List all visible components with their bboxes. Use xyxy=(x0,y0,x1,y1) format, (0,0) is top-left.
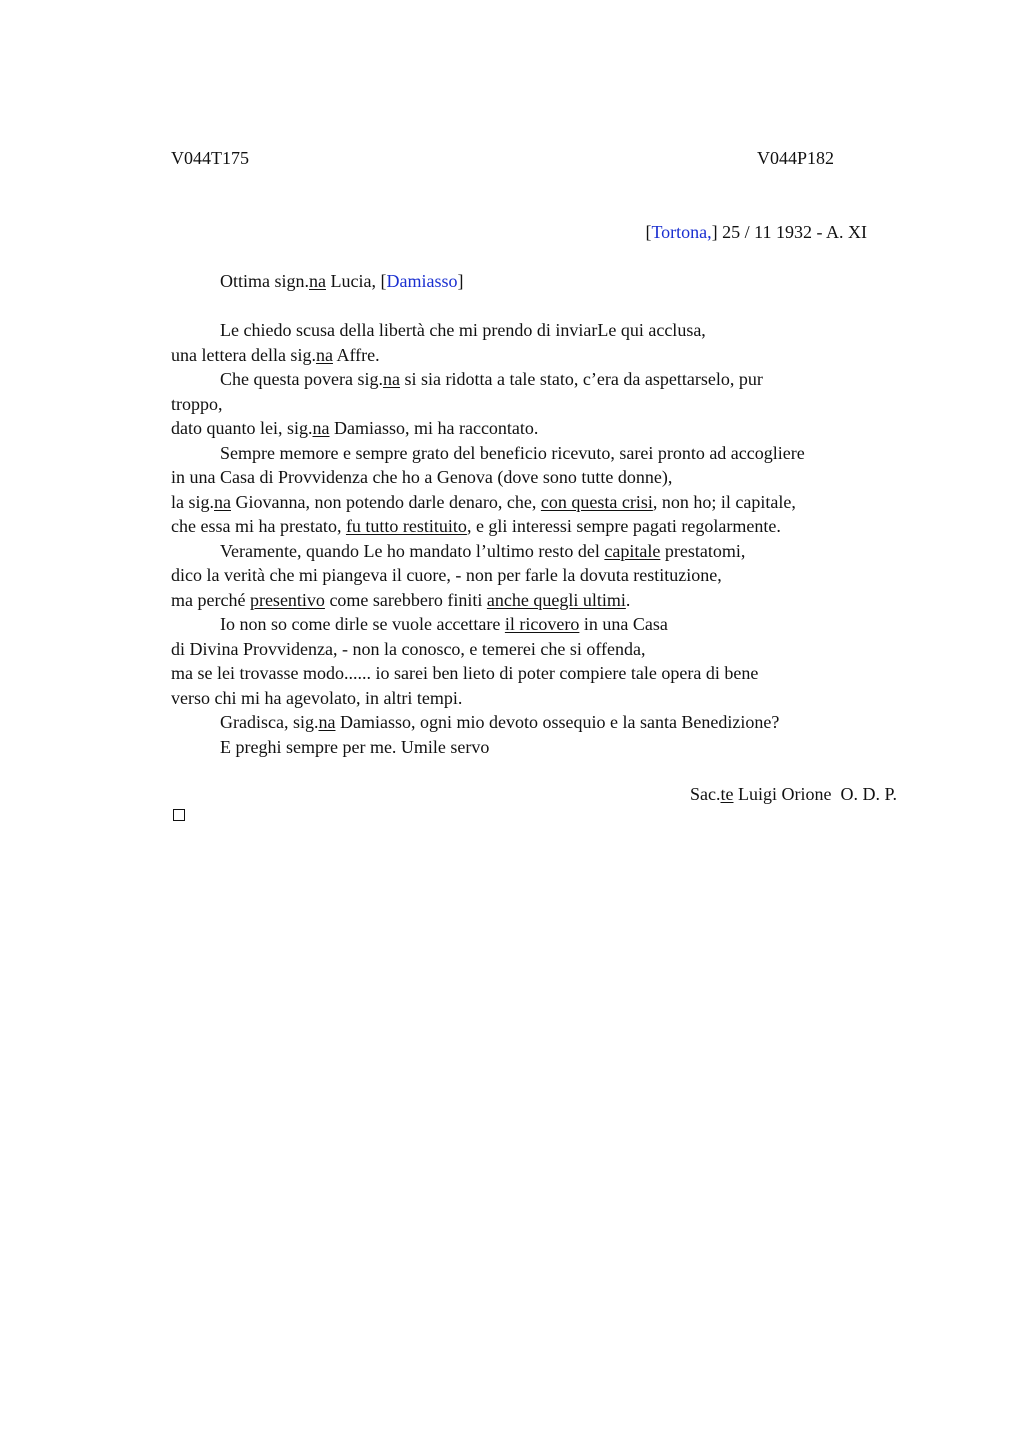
underlined-phrase: fu tutto restituito xyxy=(345,516,467,536)
salutation-abbreviation: na xyxy=(309,271,326,291)
body-text: come sarebbero finiti xyxy=(324,589,487,610)
body-line xyxy=(171,465,911,490)
signature-text: Luigi Orione O. D. P. xyxy=(733,784,897,804)
underlined-phrase: capitale xyxy=(604,540,661,561)
dateline-place: Tortona, xyxy=(651,222,712,242)
body-line xyxy=(171,392,911,417)
body-text: Giovanna, non potendo darle denaro, che, xyxy=(231,491,541,512)
salutation xyxy=(220,270,463,292)
body-line xyxy=(171,490,911,515)
underlined-phrase: anche quegli ultimi xyxy=(486,589,626,610)
body-text: ma se lei trovasse modo...... io sarei ben lieto di poter compiere tale opera di bene xyxy=(171,663,759,683)
body-text: Damiasso, mi ha raccontato. xyxy=(329,418,539,438)
dateline-bracket: [ xyxy=(645,222,652,242)
abbreviation: na xyxy=(315,344,333,365)
body-text: Gradisca, sig. xyxy=(220,712,319,732)
body-text: , e gli interessi sempre pagati regolarmente. xyxy=(466,516,781,536)
body-line xyxy=(171,661,911,686)
underlined-phrase: con questa crisi xyxy=(540,491,653,512)
salutation-text: Lucia, [ xyxy=(326,271,387,291)
body-line xyxy=(171,416,911,441)
dateline xyxy=(645,221,867,243)
underlined-phrase: il ricovero xyxy=(504,614,580,634)
abbreviation: na xyxy=(312,418,330,438)
body-text: Damiasso, ogni mio devoto ossequio e la santa Benedizione? xyxy=(335,712,780,732)
body-text: dico la verità che mi piangeva il cuore, - non per farle la dovuta restituzione, xyxy=(171,565,722,585)
body-text: si sia ridotta a tale stato, c’era da aspettarselo, pur xyxy=(399,369,763,389)
dateline-date: ] 25 / 11 1932 - A. XI xyxy=(711,222,867,242)
body-line xyxy=(171,637,911,662)
body-text: troppo, xyxy=(171,393,223,414)
body-text: Sempre memore e sempre grato del beneficio ricevuto, sarei pronto ad accogliere xyxy=(220,442,805,463)
body-text: Veramente, quando Le ho mandato l’ultimo resto del xyxy=(220,540,605,561)
body-line xyxy=(171,318,911,343)
salutation-editorial-name: Damiasso xyxy=(386,271,458,291)
body-line xyxy=(171,539,911,564)
body-text: dato quanto lei, sig. xyxy=(171,418,313,438)
body-line xyxy=(171,514,911,539)
reference-code-right: V044P182 xyxy=(757,148,835,168)
body-text: di Divina Provvidenza, - non la conosco, e temerei che si offenda, xyxy=(171,638,646,659)
letter-body xyxy=(171,318,911,759)
signature-abbreviation: te xyxy=(720,784,734,804)
body-text: una lettera della sig. xyxy=(171,344,316,365)
reference-code-left: V044T175 xyxy=(171,148,249,168)
body-line xyxy=(171,563,911,588)
square-outline-icon xyxy=(173,809,185,821)
abbreviation: na xyxy=(214,491,231,512)
body-text: E preghi sempre per me. Umile servo xyxy=(220,736,490,757)
body-text: Le chiedo scusa della libertà che mi prendo di inviarLe qui acclusa, xyxy=(220,320,706,340)
body-text: verso chi mi ha agevolato, in altri tempi. xyxy=(171,687,463,708)
body-line xyxy=(171,441,911,466)
body-line xyxy=(171,367,911,392)
body-text: prestatomi, xyxy=(660,540,746,561)
signature xyxy=(690,783,897,805)
body-text: ma perché xyxy=(171,589,250,610)
body-line xyxy=(171,612,911,637)
abbreviation: na xyxy=(318,712,336,732)
body-line xyxy=(171,343,911,368)
abbreviation: na xyxy=(382,369,400,389)
body-text: Io non so come dirle se vuole accettare xyxy=(220,614,505,634)
body-line xyxy=(171,588,911,613)
body-text: che essa mi ha prestato, xyxy=(171,516,346,536)
body-line xyxy=(171,735,911,760)
body-line xyxy=(171,686,911,711)
signature-text: Sac. xyxy=(690,784,721,804)
body-text: . xyxy=(625,589,631,610)
underlined-phrase: presentivo xyxy=(249,589,325,610)
body-text: la sig. xyxy=(171,491,214,512)
salutation-text: Ottima sign. xyxy=(220,271,309,291)
body-text: in una Casa xyxy=(579,614,668,634)
salutation-text: ] xyxy=(457,271,464,291)
body-line xyxy=(171,710,911,735)
body-text: in una Casa di Provvidenza che ho a Genova (dove sono tutte donne), xyxy=(171,467,673,487)
body-text: Affre. xyxy=(332,344,380,365)
body-text: Che questa povera sig. xyxy=(220,369,383,389)
body-text: , non ho; il capitale, xyxy=(652,491,796,512)
